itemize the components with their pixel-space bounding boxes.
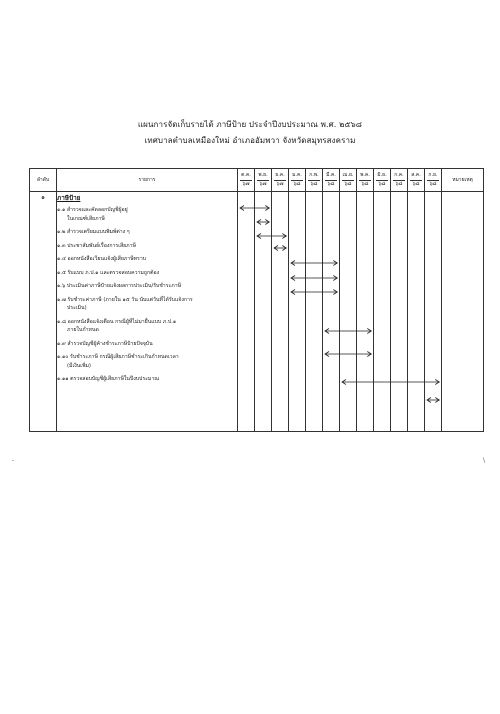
left-margin-mark: - [12, 457, 15, 464]
header-month: พ.ค. ๖๘ [357, 169, 374, 192]
header-month: เม.ย. ๖๘ [340, 169, 357, 192]
items-cell [57, 192, 238, 432]
list-item: ๑.๕ รับแบบ ภ.ป.๑ และตรวจสอบความถูกต้อง [57, 269, 160, 276]
month-cell [374, 192, 391, 432]
header-month: ธ.ค. ๖๗ [272, 169, 289, 192]
table-row [30, 192, 484, 432]
plan-subtitle: เทศบาลตำบลเหมืองใหม่ อำเภออัมพวา จังหวัดสมุทรสงคราม [144, 136, 356, 145]
revenue-plan-table [29, 168, 484, 432]
month-cell [255, 192, 272, 432]
plan-title: แผนการจัดเก็บรายได้ ภาษีป้าย ประจำปีงบประมาณ พ.ศ. ๒๕๖๘ [137, 120, 363, 129]
seq-number: ๑ [30, 192, 57, 432]
month-cell [306, 192, 323, 432]
header-month: ก.พ. ๖๘ [306, 169, 323, 192]
header-month: พ.ย. ๖๗ [255, 169, 272, 192]
month-cell [340, 192, 357, 432]
list-item: ๑.๙ สำรวจบัญชีผู้ค้างชำระภาษีป้ายปัจจุบัน [57, 340, 153, 347]
list-item-cont: ภายในกำหนด [67, 327, 99, 333]
list-item: ๑.๑๑ ตรวจสอบบัญชีผู้เสียภาษีในปีงบประมาณ [57, 376, 160, 382]
list-item-cont: ในเกณฑ์เสียภาษี [67, 215, 105, 222]
right-margin-mark: \ [483, 457, 486, 464]
header-items: รายการ [57, 169, 238, 192]
header-month: ส.ค. ๖๘ [408, 169, 425, 192]
list-item-cont: (มีเงินเพิ่ม) [67, 362, 91, 369]
header-month: ก.ค. ๖๘ [391, 169, 408, 192]
month-cell [408, 192, 425, 432]
list-item: ๑.๓ ประชาสัมพันธ์เรื่องการเสียภาษี [57, 242, 136, 249]
month-cell [357, 192, 374, 432]
list-item: ๑.๑ สำรวจและคัดลอกบัญชีผู้อยู่ [57, 207, 128, 213]
header-seq: ลำดับ [30, 169, 57, 192]
list-item: ๑.๘ ออกหนังสือแจ้งเตือน กรณีผู้ที่ไม่มายื่นแบบ ภ.ป.๑ [57, 318, 177, 325]
list-item: ๑.๑๐ รับชำระภาษี กรณีผู้เสียภาษีชำระเกินกำหนดเวลา [57, 354, 179, 360]
category-label: ภาษีป้าย [57, 194, 81, 202]
month-cell [238, 192, 255, 432]
header-month: ต.ค. ๖๗ [238, 169, 255, 192]
header-note: หมายเหตุ [442, 169, 484, 192]
list-item-cont: ประเมิน) [67, 305, 87, 311]
month-cell [425, 192, 442, 432]
list-item: ๑.๔ ออกหนังสือเวียนแจ้งผู้เสียภาษีทราบ [57, 256, 147, 262]
month-cell [272, 192, 289, 432]
list-item: ๑.๒ สำรวจเตรียมแบบพิมพ์ต่าง ๆ [57, 229, 130, 235]
note-cell [442, 192, 484, 432]
month-cell [323, 192, 340, 432]
header-month: มี.ค. ๖๘ [323, 169, 340, 192]
list-item: ๑.๗ รับชำระค่าภาษี (ภายใน ๑๕ วัน นับแต่วันที่ได้รับแจ้งการ [57, 296, 193, 303]
list-item: ๑.๖ ประเมินค่าภาษีป้ายแจ้งผลการประเมิน/รับชำระภาษี [57, 283, 182, 289]
header-month: ก.ย. ๖๘ [425, 169, 442, 192]
month-cell [391, 192, 408, 432]
month-cell [289, 192, 306, 432]
header-month: มิ.ย. ๖๘ [374, 169, 391, 192]
table-header-row [30, 169, 484, 192]
header-month: ม.ค. ๖๘ [289, 169, 306, 192]
